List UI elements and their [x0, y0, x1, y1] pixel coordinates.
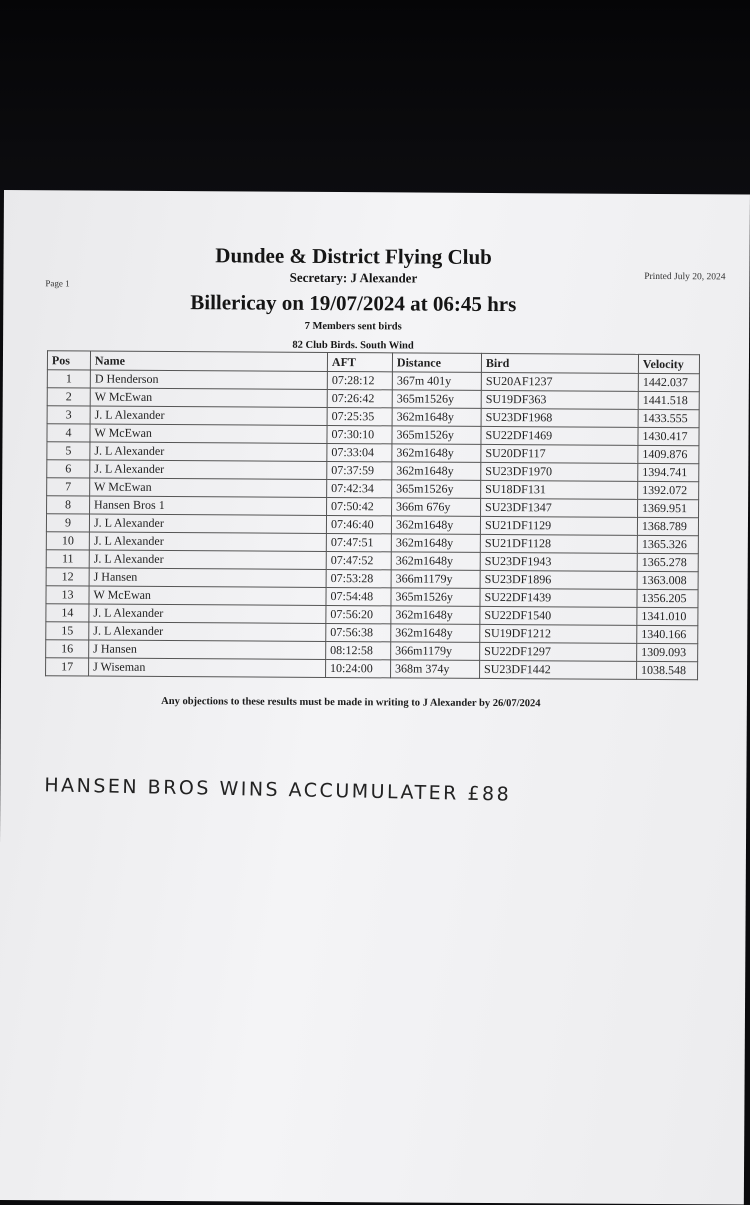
cell-bird: SU22DF1540: [480, 606, 637, 625]
cell-name: J. L Alexander: [89, 604, 326, 623]
column-header-aft: AFT: [327, 352, 392, 371]
cell-aft: 07:25:35: [327, 407, 392, 425]
birds-wind: 82 Club Birds. South Wind: [292, 339, 414, 352]
cell-pos: 9: [46, 514, 89, 532]
cell-distance: 362m1648y: [392, 408, 481, 427]
column-header-bird: Bird: [481, 353, 638, 373]
cell-aft: 07:42:34: [327, 479, 392, 497]
cell-aft: 07:47:52: [326, 551, 391, 569]
cell-name: W McEwan: [90, 424, 327, 443]
cell-pos: 8: [47, 496, 90, 514]
cell-velocity: 1368.789: [637, 517, 698, 535]
cell-pos: 7: [47, 478, 90, 496]
cell-pos: 3: [47, 406, 90, 424]
cell-distance: 365m1526y: [392, 390, 481, 409]
cell-aft: 07:47:51: [326, 533, 391, 551]
cell-velocity: 1442.037: [638, 373, 699, 391]
cell-aft: 07:54:48: [326, 587, 391, 605]
cell-distance: 366m1179y: [391, 570, 480, 589]
cell-pos: 15: [46, 622, 89, 640]
results-sheet: [0, 190, 750, 1205]
cell-aft: 10:24:00: [326, 659, 391, 677]
cell-aft: 07:56:20: [326, 605, 391, 623]
cell-pos: 6: [47, 460, 90, 478]
club-title: Dundee & District Flying Club: [215, 243, 492, 269]
cell-bird: SU23DF1347: [481, 498, 638, 517]
cell-name: J. L Alexander: [89, 622, 326, 641]
cell-bird: SU22DF1469: [481, 426, 638, 445]
cell-bird: SU20DF117: [481, 444, 638, 463]
cell-distance: 366m 676y: [392, 498, 481, 517]
cell-velocity: 1341.010: [637, 607, 698, 625]
cell-bird: SU23DF1943: [480, 552, 637, 571]
cell-velocity: 1441.518: [638, 391, 699, 409]
cell-bird: SU23DF1970: [481, 462, 638, 481]
column-header-distance: Distance: [392, 353, 481, 373]
cell-velocity: 1038.548: [637, 661, 698, 679]
cell-bird: SU22DF1297: [480, 642, 637, 661]
cell-name: J Wiseman: [89, 658, 326, 677]
cell-pos: 2: [47, 388, 90, 406]
cell-name: J. L Alexander: [89, 514, 326, 533]
cell-velocity: 1394.741: [638, 463, 699, 481]
cell-aft: 07:37:59: [327, 461, 392, 479]
cell-velocity: 1430.417: [638, 427, 699, 445]
cell-name: D Henderson: [90, 370, 327, 389]
column-header-pos: Pos: [47, 351, 90, 370]
cell-distance: 365m1526y: [391, 588, 480, 607]
results-table: [45, 350, 700, 680]
cell-name: Hansen Bros 1: [90, 496, 327, 515]
cell-bird: SU18DF131: [481, 480, 638, 499]
cell-aft: 07:30:10: [327, 425, 392, 443]
cell-distance: 362m1648y: [391, 624, 480, 643]
cell-distance: 362m1648y: [392, 462, 481, 481]
cell-distance: 362m1648y: [392, 444, 481, 463]
cell-distance: 362m1648y: [391, 606, 480, 625]
cell-pos: 11: [46, 550, 89, 568]
cell-velocity: 1433.555: [638, 409, 699, 427]
cell-name: J Hansen: [89, 640, 326, 659]
cell-aft: 07:46:40: [326, 515, 391, 533]
column-header-velocity: Velocity: [638, 354, 699, 373]
cell-velocity: 1356.205: [637, 589, 698, 607]
cell-velocity: 1409.876: [638, 445, 699, 463]
cell-aft: 07:56:38: [326, 623, 391, 641]
printed-date: Printed July 20, 2024: [644, 271, 726, 283]
cell-velocity: 1309.093: [637, 643, 698, 661]
cell-distance: 368m 374y: [391, 660, 480, 679]
cell-bird: SU19DF1212: [480, 624, 637, 643]
cell-distance: 362m1648y: [391, 516, 480, 535]
cell-pos: 1: [47, 370, 90, 388]
column-header-name: Name: [90, 351, 327, 371]
page-number: Page 1: [45, 278, 70, 289]
cell-aft: 07:53:28: [326, 569, 391, 587]
secretary-line: Secretary: J Alexander: [289, 269, 418, 286]
cell-distance: 365m1526y: [392, 426, 481, 445]
cell-bird: SU20AF1237: [481, 372, 638, 391]
cell-name: J. L Alexander: [90, 460, 327, 479]
table-row: [46, 658, 698, 680]
cell-name: J. L Alexander: [90, 442, 327, 461]
cell-velocity: 1365.326: [637, 535, 698, 553]
cell-bird: SU21DF1129: [480, 516, 637, 535]
cell-pos: 5: [47, 442, 90, 460]
cell-aft: 07:50:42: [327, 497, 392, 515]
cell-distance: 367m 401y: [392, 372, 481, 391]
objection-notice: Any objections to these results must be made in writing to J Alexander by 26/07/2024: [161, 695, 541, 710]
cell-name: J. L Alexander: [90, 406, 327, 425]
cell-velocity: 1392.072: [638, 481, 699, 499]
cell-name: W McEwan: [89, 586, 326, 605]
members-count: 7 Members sent birds: [304, 320, 402, 333]
cell-bird: SU22DF1439: [480, 588, 637, 607]
cell-pos: 4: [47, 424, 90, 442]
cell-name: J Hansen: [89, 568, 326, 587]
cell-aft: 07:28:12: [327, 371, 392, 389]
cell-bird: SU19DF363: [481, 390, 638, 409]
cell-velocity: 1363.008: [637, 571, 698, 589]
cell-velocity: 1369.951: [638, 499, 699, 517]
cell-bird: SU23DF1442: [480, 660, 637, 679]
cell-pos: 12: [46, 568, 89, 586]
cell-bird: SU23DF1896: [480, 570, 637, 589]
cell-bird: SU21DF1128: [480, 534, 637, 553]
cell-pos: 17: [46, 658, 89, 676]
cell-distance: 365m1526y: [392, 480, 481, 499]
race-title: Billericay on 19/07/2024 at 06:45 hrs: [190, 290, 517, 317]
cell-pos: 16: [46, 640, 89, 658]
cell-distance: 362m1648y: [391, 534, 480, 553]
cell-aft: 08:12:58: [326, 641, 391, 659]
cell-pos: 14: [46, 604, 89, 622]
cell-name: J. L Alexander: [89, 550, 326, 569]
cell-bird: SU23DF1968: [481, 408, 638, 427]
cell-velocity: 1340.166: [637, 625, 698, 643]
cell-velocity: 1365.278: [637, 553, 698, 571]
dark-background: [0, 0, 750, 200]
cell-name: W McEwan: [90, 388, 327, 407]
handwritten-note: HANSEN BROS WINS ACCUMULATER £88: [44, 774, 512, 806]
cell-name: W McEwan: [90, 478, 327, 497]
cell-aft: 07:26:42: [327, 389, 392, 407]
cell-name: J. L Alexander: [89, 532, 326, 551]
cell-aft: 07:33:04: [327, 443, 392, 461]
cell-distance: 366m1179y: [391, 642, 480, 661]
cell-pos: 10: [46, 532, 89, 550]
cell-distance: 362m1648y: [391, 552, 480, 571]
cell-pos: 13: [46, 586, 89, 604]
